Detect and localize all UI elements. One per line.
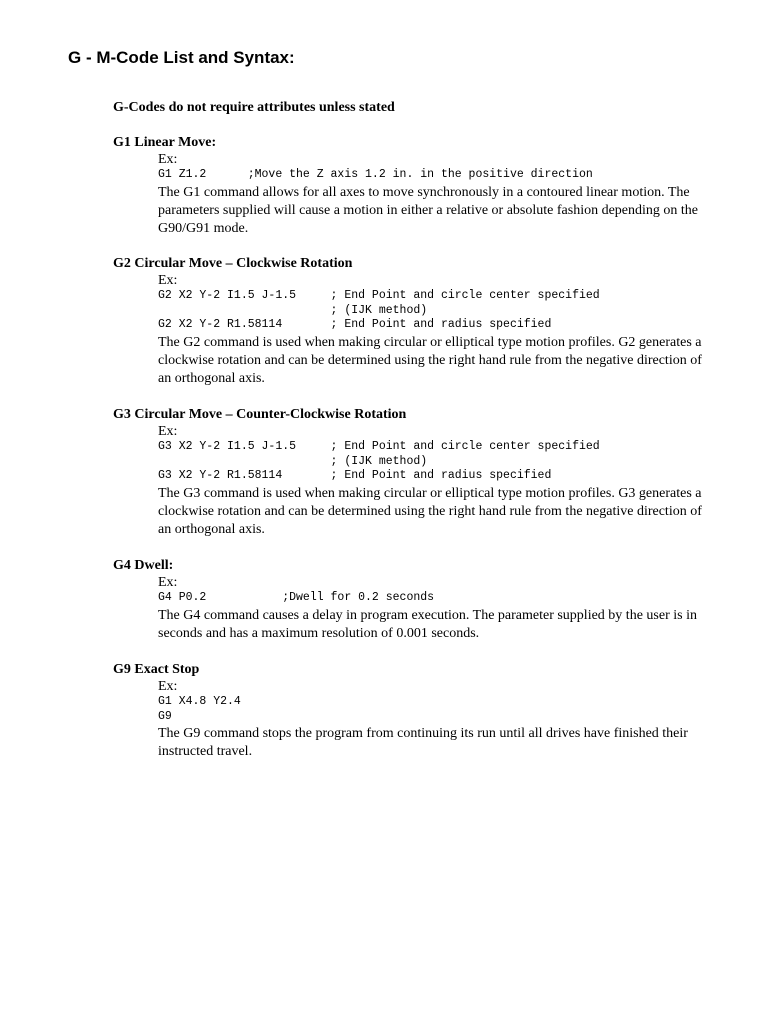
section-heading: G1 Linear Move:: [113, 135, 217, 150]
intro-note: G-Codes do not require attributes unless stated: [113, 100, 395, 115]
section-heading: G9 Exact Stop: [113, 662, 200, 677]
section-heading: G4 Dwell:: [113, 558, 174, 573]
section-description: The G4 command causes a delay in program execution. The parameter supplied by the user is in seconds and has a maximum resolution of 0.001 seconds.: [158, 607, 697, 641]
example-label: Ex:: [158, 575, 178, 590]
code-line: G2 X2 Y-2 R1.58114 ; End Point and radius specified: [158, 318, 552, 331]
section-g3: [113, 406, 733, 539]
section-description: The G1 command allows for all axes to move synchronously in a contoured linear motion. The parameters supplied will cause a motion in either a relative or absolute fashion depending on the G90/G91 mode.: [158, 184, 698, 236]
section-description: The G9 command stops the program from continuing its run until all drives have finished their instructed travel.: [158, 726, 688, 759]
code-line: G1 X4.8 Y2.4: [158, 695, 241, 708]
section-g1: [113, 134, 733, 238]
code-line: G3 X2 Y-2 R1.58114 ; End Point and radius specified: [158, 469, 552, 482]
example-label: Ex:: [158, 273, 178, 288]
example-label: Ex:: [158, 679, 178, 694]
section-g2: [113, 255, 733, 388]
code-line: ; (IJK method): [158, 303, 428, 317]
code-line: G2 X2 Y-2 I1.5 J-1.5 ; End Point and circle center specified: [158, 289, 600, 302]
page-title: G - M-Code List and Syntax:: [68, 48, 295, 67]
section-g9: [113, 661, 733, 761]
section-description: The G2 command is used when making circular or elliptical type motion profiles. G2 generates a clockwise rotation and can be determined using the right hand rule from the negative direction of an orthogonal axis.: [158, 334, 702, 386]
section-g4: [113, 557, 733, 643]
code-line: ; (IJK method): [158, 454, 428, 468]
example-label: Ex:: [158, 152, 178, 167]
code-line: G1 Z1.2 ;Move the Z axis 1.2 in. in the positive direction: [158, 168, 593, 181]
code-line: G9: [158, 709, 172, 723]
section-heading: G3 Circular Move – Counter-Clockwise Rotation: [113, 407, 407, 422]
code-line: G4 P0.2 ;Dwell for 0.2 seconds: [158, 591, 435, 604]
section-description: The G3 command is used when making circular or elliptical type motion profiles. G3 generates a clockwise rotation and can be determined using the right hand rule from the negative direction of an orthogonal axis.: [158, 485, 702, 537]
example-label: Ex:: [158, 424, 178, 439]
code-line: G3 X2 Y-2 I1.5 J-1.5 ; End Point and circle center specified: [158, 440, 600, 453]
section-heading: G2 Circular Move – Clockwise Rotation: [113, 256, 353, 271]
